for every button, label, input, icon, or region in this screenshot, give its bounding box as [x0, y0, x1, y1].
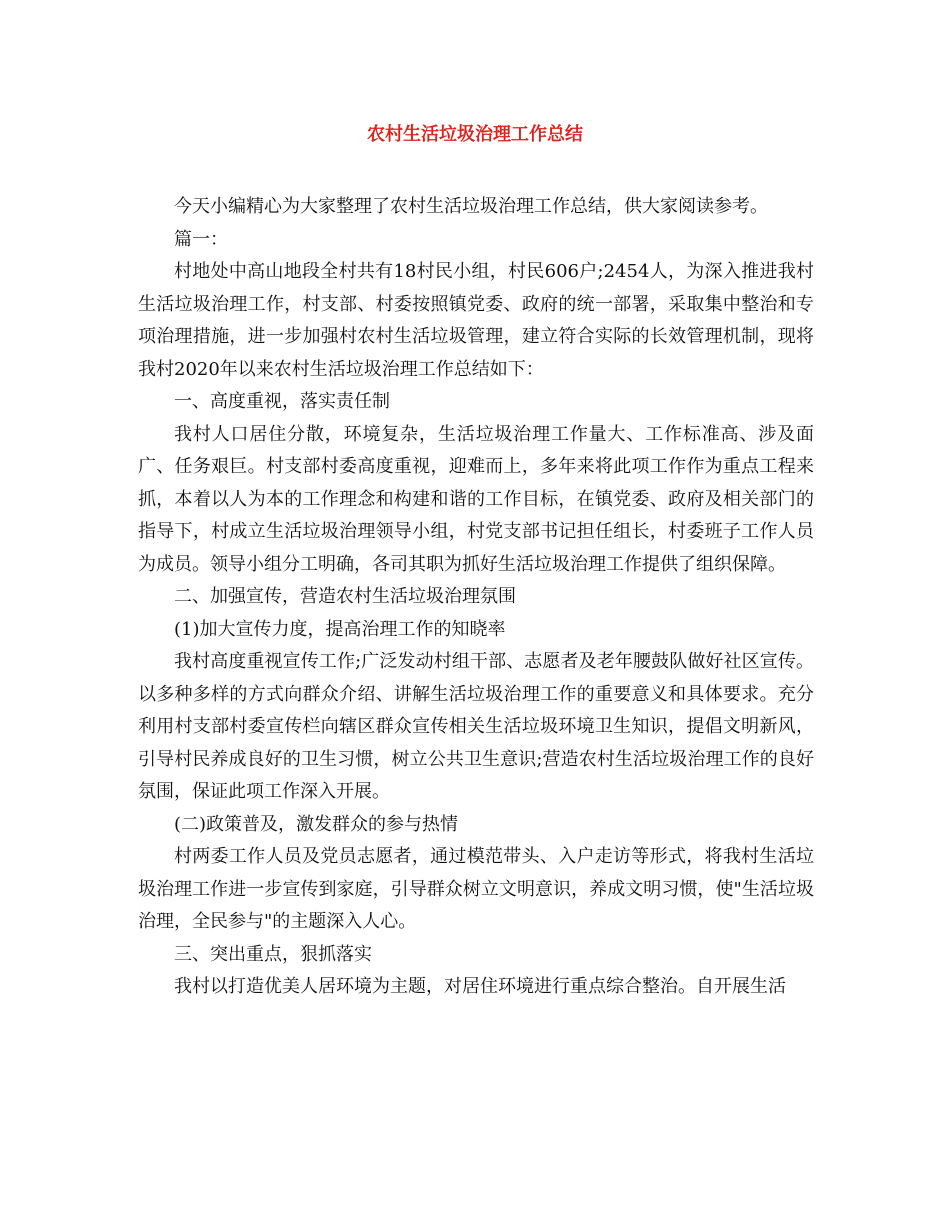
section-label: 篇一： — [174, 228, 228, 250]
document-title: 农村生活垃圾治理工作总结 — [367, 124, 583, 145]
body-paragraph: 我村以打造优美人居环境为主题，对居住环境进行重点综合整治。自开展生活 — [174, 976, 786, 997]
body-paragraph: 我村高度重视宣传工作;广泛发动村组干部、志愿者及老年腰鼓队做好社区宣传。以多种多样的方式向群众介绍、讲解生活垃圾治理工作的重要意义和具体要求。充分利用村支部村委宣传栏向辖区群众宣传相关生活垃圾环境卫生知识，提倡文明新风，引导村民养成良好的卫生习惯，树立公共卫生意识;营造农村生活垃圾治理工作的良好氛围，保证此项工作深入开展。 — [138, 651, 814, 802]
section-heading: 三、突出重点，狠抓落实 — [174, 943, 372, 965]
intro-paragraph: 今天小编精心为大家整理了农村生活垃圾治理工作总结，供大家阅读参考。 — [174, 196, 768, 217]
body-paragraph: 村地处中高山地段全村共有18村民小组，村民606户;2454人，为深入推进我村生活垃圾治理工作，村支部、村委按照镇党委、政府的统一部署，采取集中整治和专项治理措施，进一步加强村农村生活垃圾管理，建立符合实际的长效管理机制，现将我村2020年以来农村生活垃圾治理工作总结如下： — [138, 261, 814, 380]
subsection-heading: (1)加大宣传力度，提高治理工作的知晓率 — [174, 618, 506, 640]
section-heading: 二、加强宣传，营造农村生活垃圾治理氛围 — [174, 586, 516, 607]
body-paragraph: 我村人口居住分散，环境复杂，生活垃圾治理工作量大、工作标准高、涉及面广、任务艰巨。村支部村委高度重视，迎难而上，多年来将此项工作作为重点工程来抓，本着以人为本的工作理念和构建和谐的工作目标，在镇党委、政府及相关部门的指导下，村成立生活垃圾治理领导小组，村党支部书记担任组长，村委班子工作人员为成员。领导小组分工明确，各司其职为抓好生活垃圾治理工作提供了组织保障。 — [138, 423, 814, 575]
section-heading: 一、高度重视，落实责任制 — [174, 391, 390, 412]
subsection-heading: (二)政策普及，激发群众的参与热情 — [174, 813, 459, 835]
body-paragraph: 村两委工作人员及党员志愿者，通过模范带头、入户走访等形式，将我村生活垃圾治理工作进一步宣传到家庭，引导群众树立文明意识，养成文明习惯，使"生活垃圾治理，全民参与"的主题深入人心。 — [138, 846, 814, 932]
document-body — [138, 191, 814, 1004]
